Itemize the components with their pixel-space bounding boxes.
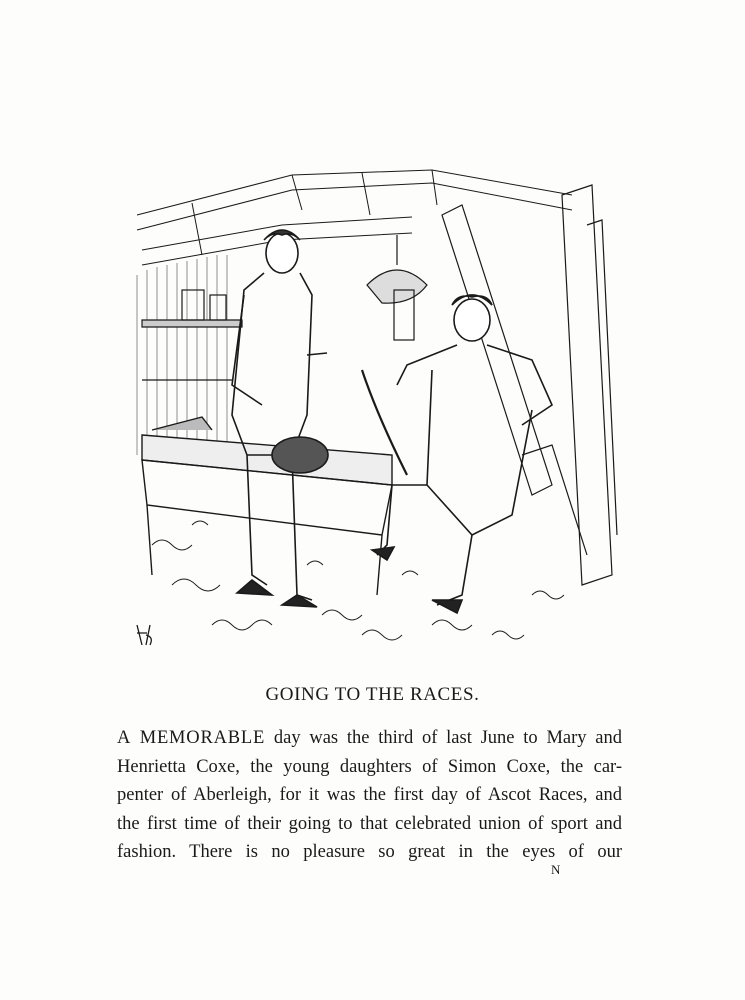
body-line-5: fashion. There is no pleasure so great in the eyes of our	[117, 842, 622, 862]
seated-man	[362, 295, 552, 613]
body-line-4: the first time of their going to that celebrated union of sport and	[117, 813, 622, 834]
ceiling-beams	[137, 170, 572, 265]
artist-monogram	[137, 625, 151, 645]
workbench	[142, 417, 392, 595]
planks	[442, 185, 617, 585]
page-title: GOING TO THE RACES.	[265, 684, 480, 705]
opening-small-caps: A MEMORABLE	[117, 728, 266, 748]
illustration-engraving	[132, 155, 622, 665]
body-line-2: Henrietta Coxe, the young daughters of Simon Coxe, the car-	[117, 756, 622, 777]
standing-man	[232, 230, 328, 607]
body-line-1-rest: day was the third of last June to Mary and	[265, 728, 622, 748]
wood-shavings	[152, 521, 564, 640]
hanging-bag	[367, 235, 427, 340]
body-line-1	[117, 724, 622, 753]
body-line-3: penter of Aberleigh, for it was the first day of Ascot Races, and	[117, 785, 622, 805]
body-paragraph	[117, 724, 622, 867]
signature-mark: N	[551, 862, 561, 877]
